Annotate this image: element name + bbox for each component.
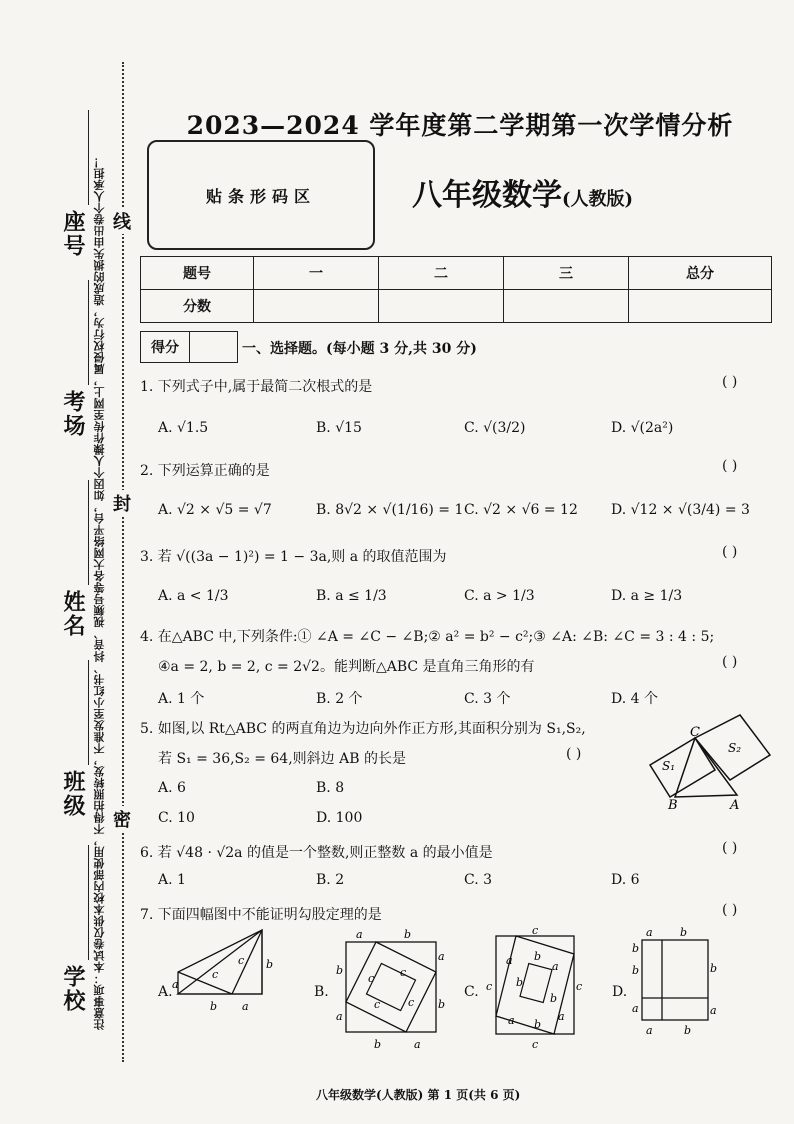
- svg-text:c: c: [408, 996, 415, 1009]
- answer-paren[interactable]: ( ): [722, 458, 738, 474]
- question-7-stem: 7. 下面四幅图中不能证明勾股定理的是: [140, 907, 382, 923]
- svg-text:a: a: [710, 1004, 717, 1017]
- option-b[interactable]: B. a ≤ 1/3: [316, 588, 387, 604]
- option-d[interactable]: D. √(2a²): [611, 420, 674, 436]
- score-header-cell: 总分: [629, 257, 772, 290]
- class-label: 班级: [60, 770, 86, 818]
- option-c[interactable]: C. √2 × √6 = 12: [464, 502, 578, 518]
- subject-title: [412, 170, 633, 214]
- svg-text:b: b: [632, 964, 640, 977]
- svg-text:c: c: [532, 924, 539, 937]
- option-c[interactable]: C.: [464, 984, 479, 1000]
- figure-5-squares: [640, 700, 780, 813]
- option-c[interactable]: C. 3: [464, 872, 493, 888]
- svg-text:a: a: [552, 960, 559, 973]
- score-table: [140, 256, 772, 323]
- svg-text:a: a: [646, 926, 653, 939]
- option-b[interactable]: B. √15: [316, 420, 362, 436]
- score-cell[interactable]: [254, 290, 379, 323]
- svg-text:c: c: [400, 966, 407, 979]
- option-c[interactable]: C. 10: [158, 810, 195, 826]
- option-a[interactable]: A. 1: [158, 872, 186, 888]
- school-label: 学校: [60, 965, 86, 1013]
- section-score-box: [140, 331, 238, 363]
- score-cell[interactable]: [379, 290, 504, 323]
- svg-text:b: b: [534, 950, 542, 963]
- svg-text:a: a: [356, 928, 363, 941]
- question-1-stem: 1. 下列式子中,属于最简二次根式的是: [140, 379, 373, 395]
- option-b[interactable]: B. 8√2 × √(1/16) = 1: [316, 502, 464, 518]
- score-cell[interactable]: [629, 290, 772, 323]
- subject-name: 八年级数学: [412, 178, 562, 213]
- score-header-cell: 二: [379, 257, 504, 290]
- page-footer: 八年级数学(人教版) 第 1 页(共 6 页): [316, 1088, 521, 1102]
- option-b[interactable]: B. 2: [316, 872, 345, 888]
- question-5-stem: 5. 如图,以 Rt△ABC 的两直角边为边向外作正方形,其面积分别为 S₁,S₂,: [140, 721, 586, 737]
- exam-title: 2023—2024 学年度第二学期第一次学情分析: [186, 111, 734, 140]
- option-c[interactable]: C. a > 1/3: [464, 588, 535, 604]
- svg-text:a: a: [508, 1014, 515, 1027]
- answer-paren[interactable]: ( ): [722, 902, 738, 918]
- option-b[interactable]: B. 8: [316, 780, 345, 796]
- svg-text:c: c: [212, 968, 219, 981]
- option-a[interactable]: A. √2 × √5 = √7: [158, 502, 272, 518]
- option-a[interactable]: A. a < 1/3: [158, 588, 229, 604]
- svg-text:b: b: [266, 958, 274, 971]
- section-heading: 一、选择题。(每小题 3 分,共 30 分): [242, 341, 477, 357]
- svg-text:a: a: [506, 954, 513, 967]
- label-b: B: [668, 798, 678, 813]
- option-d[interactable]: D. 6: [611, 872, 640, 888]
- exam-room-label: 考场: [60, 390, 86, 438]
- score-header-cell: 题号: [141, 257, 254, 290]
- question-4-stem: 4. 在△ABC 中,下列条件:① ∠A = ∠C − ∠B;② a² = b² − c²;③ ∠A: ∠B: ∠C = 3 : 4 : 5;: [140, 629, 715, 645]
- figure-7b-square: [334, 924, 444, 1054]
- answer-paren[interactable]: ( ): [722, 544, 738, 560]
- question-6-stem: 6. 若 √48 · √2a 的值是一个整数,则正整数 a 的最小值是: [140, 845, 493, 861]
- seat-number-line[interactable]: [88, 110, 89, 205]
- cut-mark-xian: 线: [113, 208, 131, 234]
- svg-text:a: a: [438, 950, 445, 963]
- question-2-stem: 2. 下列运算正确的是: [140, 463, 270, 479]
- score-cell[interactable]: [504, 290, 629, 323]
- svg-text:b: b: [210, 1000, 218, 1013]
- svg-text:b: b: [680, 926, 688, 939]
- option-a[interactable]: A. √1.5: [158, 420, 209, 436]
- svg-text:a: a: [336, 1010, 343, 1023]
- option-d[interactable]: D. √12 × √(3/4) = 3: [611, 502, 750, 518]
- option-a[interactable]: A. 6: [158, 780, 186, 796]
- label-a: A: [730, 798, 740, 813]
- score-header-cell: 三: [504, 257, 629, 290]
- svg-text:b: b: [374, 1038, 382, 1051]
- figure-7d-grid: [626, 924, 722, 1044]
- school-line[interactable]: [88, 845, 89, 960]
- answer-paren[interactable]: ( ): [566, 746, 582, 762]
- option-d[interactable]: D.: [612, 984, 628, 1000]
- svg-text:b: b: [516, 976, 524, 989]
- svg-text:c: c: [576, 980, 583, 993]
- svg-text:c: c: [368, 972, 375, 985]
- svg-text:a: a: [242, 1000, 249, 1013]
- option-c[interactable]: C. √(3/2): [464, 420, 526, 436]
- question-4-stem-line2: ④a = 2, b = 2, c = 2√2。能判断△ABC 是直角三角形的有: [158, 659, 535, 675]
- score-row-label: 分数: [141, 290, 254, 323]
- option-c[interactable]: C. 3 个: [464, 691, 511, 707]
- option-b[interactable]: B. 2 个: [316, 691, 363, 707]
- svg-text:b: b: [684, 1024, 692, 1037]
- option-a[interactable]: A. 1 个: [158, 691, 205, 707]
- answer-paren[interactable]: ( ): [722, 374, 738, 390]
- option-d[interactable]: D. 4 个: [611, 691, 658, 707]
- svg-text:a: a: [646, 1024, 653, 1037]
- score-header-cell: 一: [254, 257, 379, 290]
- svg-text:b: b: [336, 964, 344, 977]
- option-a[interactable]: A.: [158, 984, 173, 1000]
- svg-text:c: c: [532, 1038, 539, 1051]
- svg-text:b: b: [534, 1018, 542, 1031]
- section-score-label: 得分: [141, 332, 190, 362]
- svg-text:a: a: [172, 978, 179, 991]
- svg-text:c: c: [486, 980, 493, 993]
- seat-number-label: 座号: [60, 210, 86, 258]
- answer-paren[interactable]: ( ): [722, 840, 738, 856]
- question-5-stem-line2: 若 S₁ = 36,S₂ = 64,则斜边 AB 的长是: [158, 751, 406, 767]
- cut-mark-mi: 密: [113, 806, 131, 832]
- figure-7a-trapezoid: [172, 924, 282, 1014]
- question-3-stem: 3. 若 √((3a − 1)²) = 1 − 3a,则 a 的取值范围为: [140, 549, 447, 565]
- option-b[interactable]: B.: [314, 984, 329, 1000]
- svg-text:b: b: [710, 962, 718, 975]
- option-d[interactable]: D. a ≥ 1/3: [611, 588, 683, 604]
- svg-text:c: c: [374, 998, 381, 1011]
- figure-7c-square: [486, 924, 586, 1054]
- svg-text:b: b: [438, 998, 446, 1011]
- label-s1: S₁: [662, 759, 676, 773]
- name-line[interactable]: [88, 480, 89, 585]
- svg-text:b: b: [404, 928, 412, 941]
- notice-text: 注意事项：本试卷仅供本校内部使用，不得拍照转发，不准发至小红书、抖音、视频号等各大网络平台，如因个人操作传至网上，属侵权行为，造成的损失由出卷个人承担！: [93, 156, 106, 1030]
- svg-text:b: b: [550, 992, 558, 1005]
- answer-paren[interactable]: ( ): [722, 654, 738, 670]
- label-s2: S₂: [728, 741, 742, 755]
- barcode-area: 贴条形码区: [147, 140, 375, 250]
- exam-room-line[interactable]: [88, 280, 89, 385]
- option-d[interactable]: D. 100: [316, 810, 363, 826]
- svg-text:b: b: [632, 942, 640, 955]
- svg-text:a: a: [632, 1002, 639, 1015]
- svg-text:a: a: [414, 1038, 421, 1051]
- label-c: C: [690, 725, 700, 740]
- name-label: 姓名: [60, 590, 86, 638]
- svg-text:a: a: [558, 1010, 565, 1023]
- subject-edition: (人教版): [562, 189, 634, 210]
- svg-text:c: c: [238, 954, 245, 967]
- class-line[interactable]: [88, 660, 89, 765]
- cut-mark-feng: 封: [113, 490, 131, 516]
